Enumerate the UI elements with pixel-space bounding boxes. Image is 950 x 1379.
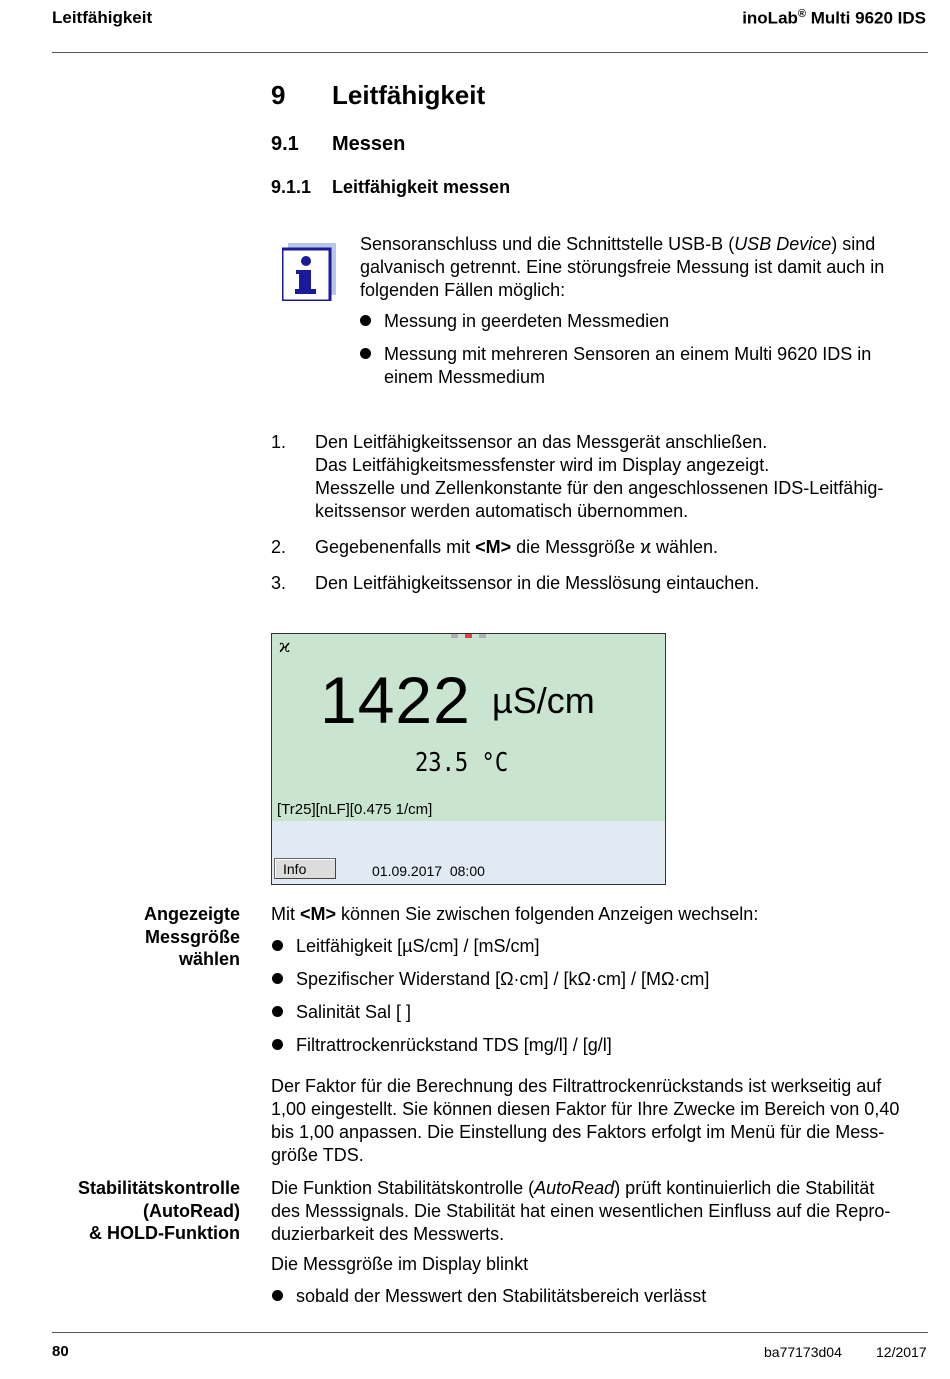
tds-paragraph-line4: größe TDS.	[271, 1145, 364, 1165]
select-bullet-2: Spezifischer Widerstand [Ω·cm] / [kΩ·cm] / [MΩ·cm]	[296, 969, 710, 989]
info-note-line2: galvanisch getrennt. Eine störungsfreie Messung ist damit auch in	[360, 257, 885, 277]
margin-label-line1: Angezeigte	[143, 904, 240, 924]
stability-blink-text: Die Messgröße im Display blinkt	[271, 1254, 529, 1274]
running-header-left: Leitfähigkeit	[52, 8, 153, 27]
margin-label-line3: wählen	[178, 949, 240, 969]
subsection-number: 9.1.1	[271, 177, 312, 197]
stability-autoread: AutoRead	[534, 1178, 615, 1198]
margin-label-line2: (AutoRead)	[143, 1200, 240, 1221]
step-1-line1: Den Leitfähigkeitssensor an das Messgerät anschließen.	[315, 432, 768, 452]
info-note-line1a: Sensoranschluss und die Schnittstelle USB-B (	[360, 234, 735, 254]
select-bullet-1: Leitfähigkeit [µS/cm] / [mS/cm]	[296, 936, 540, 956]
stability-line2: des Messsignals. Die Stabilität hat einen wesentlichen Einfluss auf die Repro-	[271, 1201, 891, 1221]
header-model: Multi 9620 IDS	[806, 8, 926, 28]
margin-label-stability	[52, 1177, 240, 1245]
bullet-dot	[360, 348, 371, 359]
step-1-text	[315, 431, 883, 523]
footer-rule	[52, 1332, 928, 1333]
running-header-right	[742, 8, 926, 29]
subsection-title: Leitfähigkeit messen	[332, 177, 511, 197]
page-number: 80	[52, 1343, 69, 1360]
tds-paragraph-line1: Der Faktor für die Berechnung des Filtrattrockenrückstands ist werkseitig auf	[271, 1076, 882, 1096]
margin-label-line1: Stabilitätskontrolle	[77, 1178, 240, 1198]
step-2-post: die Messgröße ϰ wählen.	[511, 537, 719, 557]
header-registered-mark: ®	[797, 8, 807, 20]
key-m: <M>	[475, 537, 512, 557]
stability-line1a: Die Funktion Stabilitätskontrolle (	[271, 1178, 535, 1198]
info-note-bullet-2-line1: Messung mit mehreren Sensoren an einem Multi 9620 IDS in	[384, 344, 872, 364]
measurement-display	[271, 633, 666, 885]
step-3-number: 3.	[271, 573, 287, 593]
display-time: 08:00	[449, 863, 485, 879]
header-rule	[52, 52, 928, 53]
step-2-number: 2.	[271, 537, 287, 557]
step-2-pre: Gegebenenfalls mit	[315, 537, 476, 557]
tds-paragraph-line3: bis 1,00 anpassen. Die Einstellung des Faktors erfolgt im Menü für die Mess-	[271, 1122, 885, 1142]
stability-paragraph	[271, 1177, 931, 1246]
select-intro-pre: Mit	[271, 904, 300, 924]
display-settings: [Tr25][nLF][0.475 1/cm]	[277, 801, 433, 818]
info-note-bullet-2	[384, 343, 871, 389]
margin-label-line2: Messgröße	[144, 926, 240, 947]
step-1-line4: keitssensor werden automatisch übernommen.	[315, 501, 689, 521]
tds-factor-paragraph	[271, 1075, 931, 1167]
info-softkey-button[interactable]: Info	[274, 858, 336, 879]
display-datetime	[372, 863, 485, 879]
stability-line3: duzierbarkeit des Messwerts.	[271, 1224, 505, 1244]
select-intro-post: können Sie zwischen folgenden Anzeigen wechseln:	[336, 904, 759, 924]
display-unit: µS/cm	[492, 680, 595, 721]
step-1-line3: Messzelle und Zellenkonstante für den angeschlossenen IDS-Leitfähig-	[315, 478, 884, 498]
display-temperature: 23.5 °C	[415, 748, 509, 778]
info-note-text	[360, 233, 930, 302]
bullet-dot	[272, 940, 283, 951]
bullet-dot	[272, 1006, 283, 1017]
info-note-usb-device: USB Device	[734, 234, 832, 254]
info-note-bullet-1: Messung in geerdeten Messmedien	[384, 311, 670, 331]
stability-line1b: ) prüft kontinuierlich die Stabilität	[614, 1178, 875, 1198]
section-number: 9.1	[271, 133, 299, 155]
step-1-number: 1.	[271, 432, 287, 452]
chapter-title: Leitfähigkeit	[332, 80, 486, 110]
margin-label-select	[52, 903, 240, 971]
info-note-line1b: ) sind	[831, 234, 876, 254]
status-indicator-red	[465, 634, 472, 638]
tds-paragraph-line2: 1,00 eingestellt. Sie können diesen Faktor für Ihre Zwecke im Bereich von 0,40	[271, 1099, 900, 1119]
display-value: 1422	[320, 663, 471, 737]
step-1-line2: Das Leitfähigkeitsmessfenster wird im Display angezeigt.	[315, 455, 770, 475]
status-indicator-gray	[479, 634, 486, 638]
bullet-dot	[272, 1290, 283, 1301]
bullet-dot	[360, 315, 371, 326]
step-3-text: Den Leitfähigkeitssensor in die Messlösung eintauchen.	[315, 573, 760, 593]
margin-label-line3: & HOLD-Funktion	[89, 1223, 240, 1243]
bullet-dot	[272, 973, 283, 984]
document-date: 12/2017	[876, 1344, 927, 1360]
section-title: Messen	[332, 133, 406, 155]
header-brand: inoLab	[742, 8, 798, 28]
info-note-bullet-2-line2: einem Messmedium	[384, 367, 546, 387]
info-note-line3: folgenden Fällen möglich:	[360, 280, 566, 300]
document-number: ba77173d04	[764, 1344, 842, 1360]
select-bullet-4: Filtrattrockenrückstand TDS [mg/l] / [g/l]	[296, 1035, 612, 1055]
key-m: <M>	[300, 904, 337, 924]
select-intro	[271, 903, 758, 926]
select-bullet-3: Salinität Sal [ ]	[296, 1002, 412, 1022]
stability-bullet-1: sobald der Messwert den Stabilitätsbereich verlässt	[296, 1286, 707, 1306]
display-quantity-symbol: ϰ	[279, 636, 291, 657]
step-2-text	[315, 536, 718, 559]
bullet-dot	[272, 1039, 283, 1050]
info-icon	[282, 243, 336, 301]
status-indicator-gray	[451, 634, 458, 638]
display-date: 01.09.2017	[372, 863, 443, 879]
chapter-number: 9	[271, 80, 286, 110]
